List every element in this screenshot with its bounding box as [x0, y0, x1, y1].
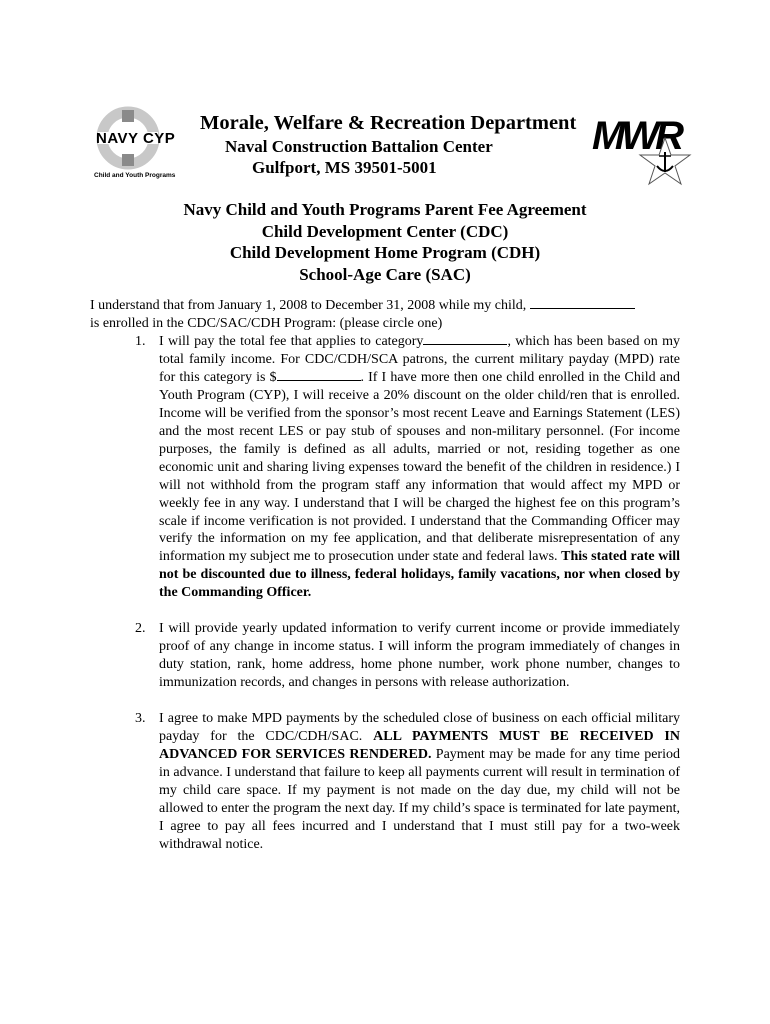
list-item [90, 710, 680, 854]
item-text: I will pay the total fee that applies to category [159, 334, 424, 349]
item-text: . If I have more then one child enrolled in the Child and Youth Program (CYP), I will receive a 20% discount on the older child/ren that is enrolled. Income will be verified from the sponsor’s most recent Leave and Earnings Statement (LES) and the most recent LES or pay stub of spouses and non-military personnel. (For income purposes, the family is defined as all adults, married or not, residing together as one economic unit and sharing living expenses toward the benefit of the children in residence.) I will not withhold from the program staff any information that would affect my MPD or weekly fee in any way. I understand that I will be charged the highest fee on this program’s scale if income verification is not provided. I understand that the Commanding Officer may verify the information on my fee application, and that deliberate misrepresentation of any information my subject me to prosecution under state and federal laws. [159, 369, 680, 565]
title-line: School-Age Care (SAC) [299, 264, 471, 284]
center-heading: Naval Construction Battalion Center [225, 137, 493, 156]
item-text: , which has been based on my total family income. For CDC/CDH/SCA patrons, the current military payday (MPD) rate for this category is $ [159, 334, 680, 385]
star-anchor-icon [636, 136, 694, 188]
terms-list [90, 333, 680, 872]
title-line: Navy Child and Youth Programs Parent Fee Agreement [183, 200, 587, 219]
mwr-logo [592, 112, 696, 186]
item-text: I will provide yearly updated information to verify current income or provide immediately proof of any change in income status. I will inform the program immediately of changes in duty station, rank, home address, home phone number, work phone number, changes to immunization records, and changes in persons with release authorization. [159, 621, 680, 691]
intro-line-2: is enrolled in the CDC/SAC/CDH Program: (please circle one) [90, 316, 443, 331]
logo-mwr-title: MWR [592, 114, 680, 158]
logo-cyp-title: NAVY CYP [96, 130, 176, 147]
item-number: 3. [135, 711, 146, 727]
list-item [90, 333, 680, 602]
intro-paragraph [90, 297, 690, 333]
list-item [90, 620, 680, 692]
logo-cyp-subtitle: Child and Youth Programs [94, 172, 176, 179]
intro-line-1: I understand that from January 1, 2008 to December 31, 2008 while my child, [90, 298, 527, 313]
item-bold-text: This stated rate will not be discounted due to illness, federal holidays, family vacations, nor when closed by the Commanding Officer. [159, 549, 680, 601]
department-heading: Morale, Welfare & Recreation Department [200, 112, 577, 134]
city-heading: Gulfport, MS 39501-5001 [252, 158, 437, 177]
item-number: 2. [135, 621, 146, 637]
item-text: I agree to make MPD payments by the scheduled close of business on each official military payday for the CDC/CDH/SAC. [159, 711, 680, 745]
item-text: Payment may be made for any time period in advance. I understand that failure to keep all payments current will result in termination of my child care space. If my payment is not made on the day due, my child will not be allowed to enter the program the next day. If my child’s space is terminated for late payment, I agree to pay all fees incurred and I understand that I must still pay for a two-week withdrawal notice. [159, 747, 680, 852]
rate-blank[interactable] [277, 369, 361, 381]
title-line: Child Development Home Program (CDH) [229, 243, 541, 262]
category-blank[interactable] [423, 333, 507, 345]
item-number: 1. [135, 334, 146, 349]
navy-cyp-logo [88, 106, 180, 184]
document-title [0, 199, 770, 285]
title-line: Child Development Center (CDC) [261, 221, 509, 241]
item-bold-text: ALL PAYMENTS MUST BE RECEIVED IN ADVANCED FOR SERVICES RENDERED. [159, 729, 680, 763]
child-name-blank[interactable] [530, 297, 635, 309]
